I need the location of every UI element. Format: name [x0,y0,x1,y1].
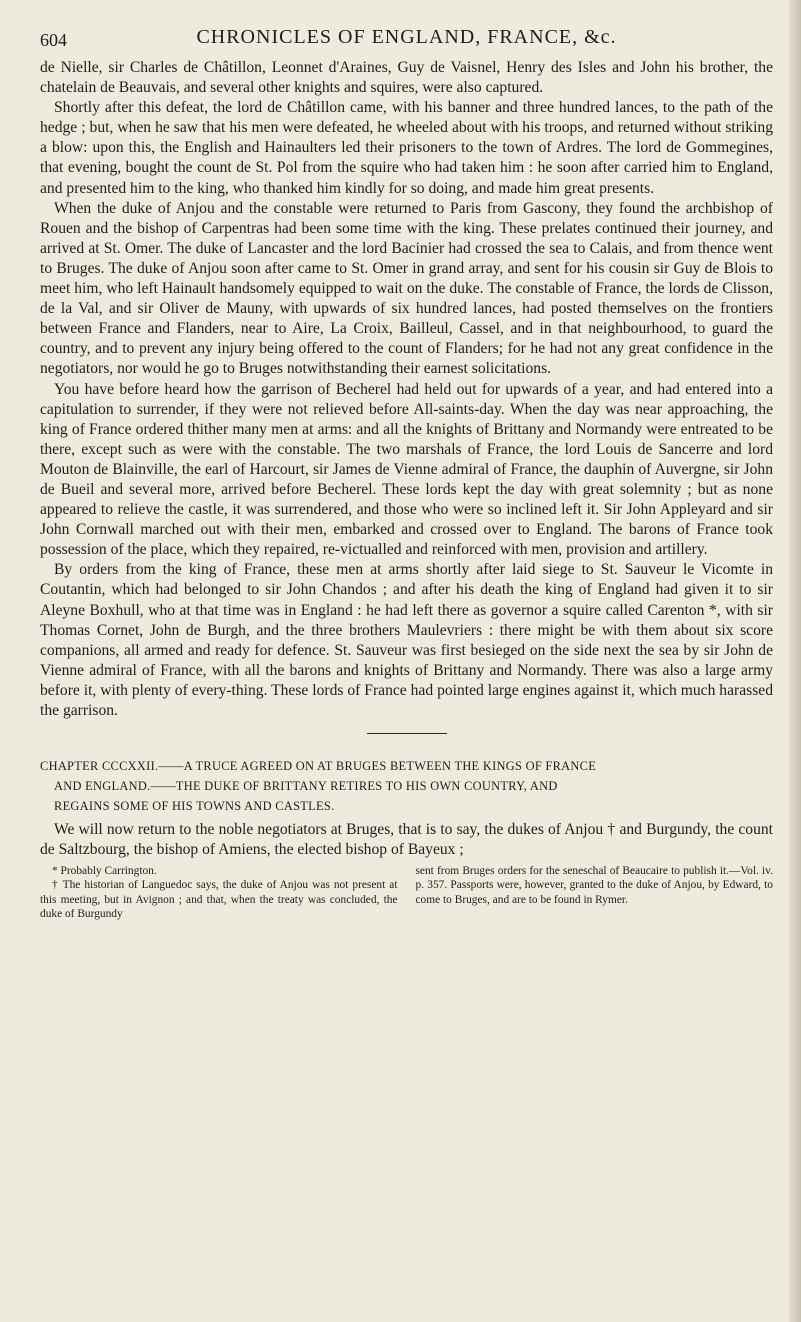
paragraph: When the duke of Anjou and the constable were returned to Paris from Gascony, they found the archbishop of Rouen and the bishop of Carpentras had been some time with the king. These prelates continued their journey, and arrived at St. Omer. The duke of Lancaster and the lord Bacinier had crossed the sea to Calais, and from thence went to Bruges. The duke of Anjou soon after came to St. Omer in grand array, and sent for his cousin sir Guy de Blois to meet him, who left Hainault handsomely equipped to wait on the duke. The constable of France, the lords de Clisson, de la Val, and sir Oliver de Mauny, with upwards of six hundred lances, had posted themselves on the frontiers between France and Flanders, near to Aire, La Croix, Bailleul, Cassel, and in that neighbourhood, to guard the country, and to prevent any injury being offered to the count of Flanders; for he had not any great confidence in the negotiators, nor would he go to Bruges notwithstanding their earnest solicitations. [40,199,773,378]
page-edge-shadow [789,0,801,1322]
chapter-opening [40,820,773,860]
paragraph: de Nielle, sir Charles de Châtillon, Leonnet d'Araines, Guy de Vaisnel, Henry des Isles and John his brother, the chatelain de Beauvais, and several other knights and squires, were also captured. [40,59,773,97]
chapter-heading-line: AND ENGLAND.——THE DUKE OF BRITTANY RETIRES TO HIS OWN COUNTRY, AND [54,779,558,794]
footnote: * Probably Carrington. [52,865,157,878]
paragraph: Shortly after this defeat, the lord de Châtillon came, with his banner and three hundred lances, to the path of the hedge ; but, when he saw that his men were defeated, he wheeled about with his troops, and returned without striking a blow: upon this, the English and Hainaulters led their prisoners to the town of Ardres. The lord de Gommegines, that evening, bought the count de St. Pol from the squire who had taken him : he soon after carried him to England, and presented him to the king, who thanked him kindly for so doing, and made him great presents. [40,99,773,197]
chapter-heading-line: REGAINS SOME OF HIS TOWNS AND CASTLES. [54,799,335,814]
page-number: 604 [40,30,67,50]
body-text [40,58,773,721]
running-head: CHRONICLES OF ENGLAND, FRANCE, &c. [196,26,617,48]
paragraph: You have before heard how the garrison of Becherel had held out for upwards of a year, and had entered into a capitulation to surrender, if they were not relieved before All-saints-day. When the day was near approaching, the king of France ordered thither many men at arms: and all the knights of Brittany and Normandy were entreated to be there, except such as were with the constable. The two marshals of France, the lord Louis de Sancerre and lord Mouton de Blainville, the earl of Harcourt, sir James de Vienne admiral of France, the dauphin of Auvergne, sir John de Bueil and several more, arrived before Becherel. These lords kept the day with great solemnity ; but as none appeared to relieve the castle, it was surrendered, and those who were so inclined left it. Sir John Appleyard and sir John Cornwall marched out with their men, embarked and crossed over to England. The barons of France took possession of the place, which they repaired, re-victualled and reinforced with men, provision and artillery. [40,380,773,559]
page-header [40,22,773,56]
footnote: † The historian of Languedoc says, the duke of Anjou was not present at this meeting, but in Avignon ; and that, when the treaty was concluded, the duke of Burgundy [40,879,398,920]
footnotes-right-column [416,864,774,921]
footnotes-left-column [40,864,398,921]
chapter-heading [40,756,773,816]
section-divider [367,733,447,734]
paragraph: We will now return to the noble negotiators at Bruges, that is to say, the dukes of Anjou † and Burgundy, the count de Saltzbourg, the bishop of Amiens, the elected bishop of Bayeux ; [40,821,773,859]
footnote: sent from Bruges orders for the seneschal of Beaucaire to publish it.—Vol. iv. p. 357. Passports were, however, granted to the duke of Anjou, by Edward, to come to Bruges, and are to be found in Rymer. [415,865,773,906]
footnotes [40,864,773,921]
paragraph: By orders from the king of France, these men at arms shortly after laid siege to St. Sauveur le Vicomte in Coutantin, which had belonged to sir John Chandos ; and after his death the king of England had given it to sir Aleyne Boxhull, who at that time was in England : he had left there as governor a squire called Carenton *, with sir Thomas Cornet, John de Burgh, and the three brothers Maulevriers : there might be with them about six score companions, all armed and ready for defence. St. Sauveur was first besieged on the side next the sea by sir John de Vienne admiral of France, with all the barons and knights of Brittany and Normandy. There was also a large army before it, with plenty of every-thing. These lords of France had pointed large engines against it, which much harassed the garrison. [40,561,773,719]
chapter-heading-line: CHAPTER CCCXXII.——A TRUCE AGREED ON AT BRUGES BETWEEN THE KINGS OF FRANCE [40,759,597,774]
